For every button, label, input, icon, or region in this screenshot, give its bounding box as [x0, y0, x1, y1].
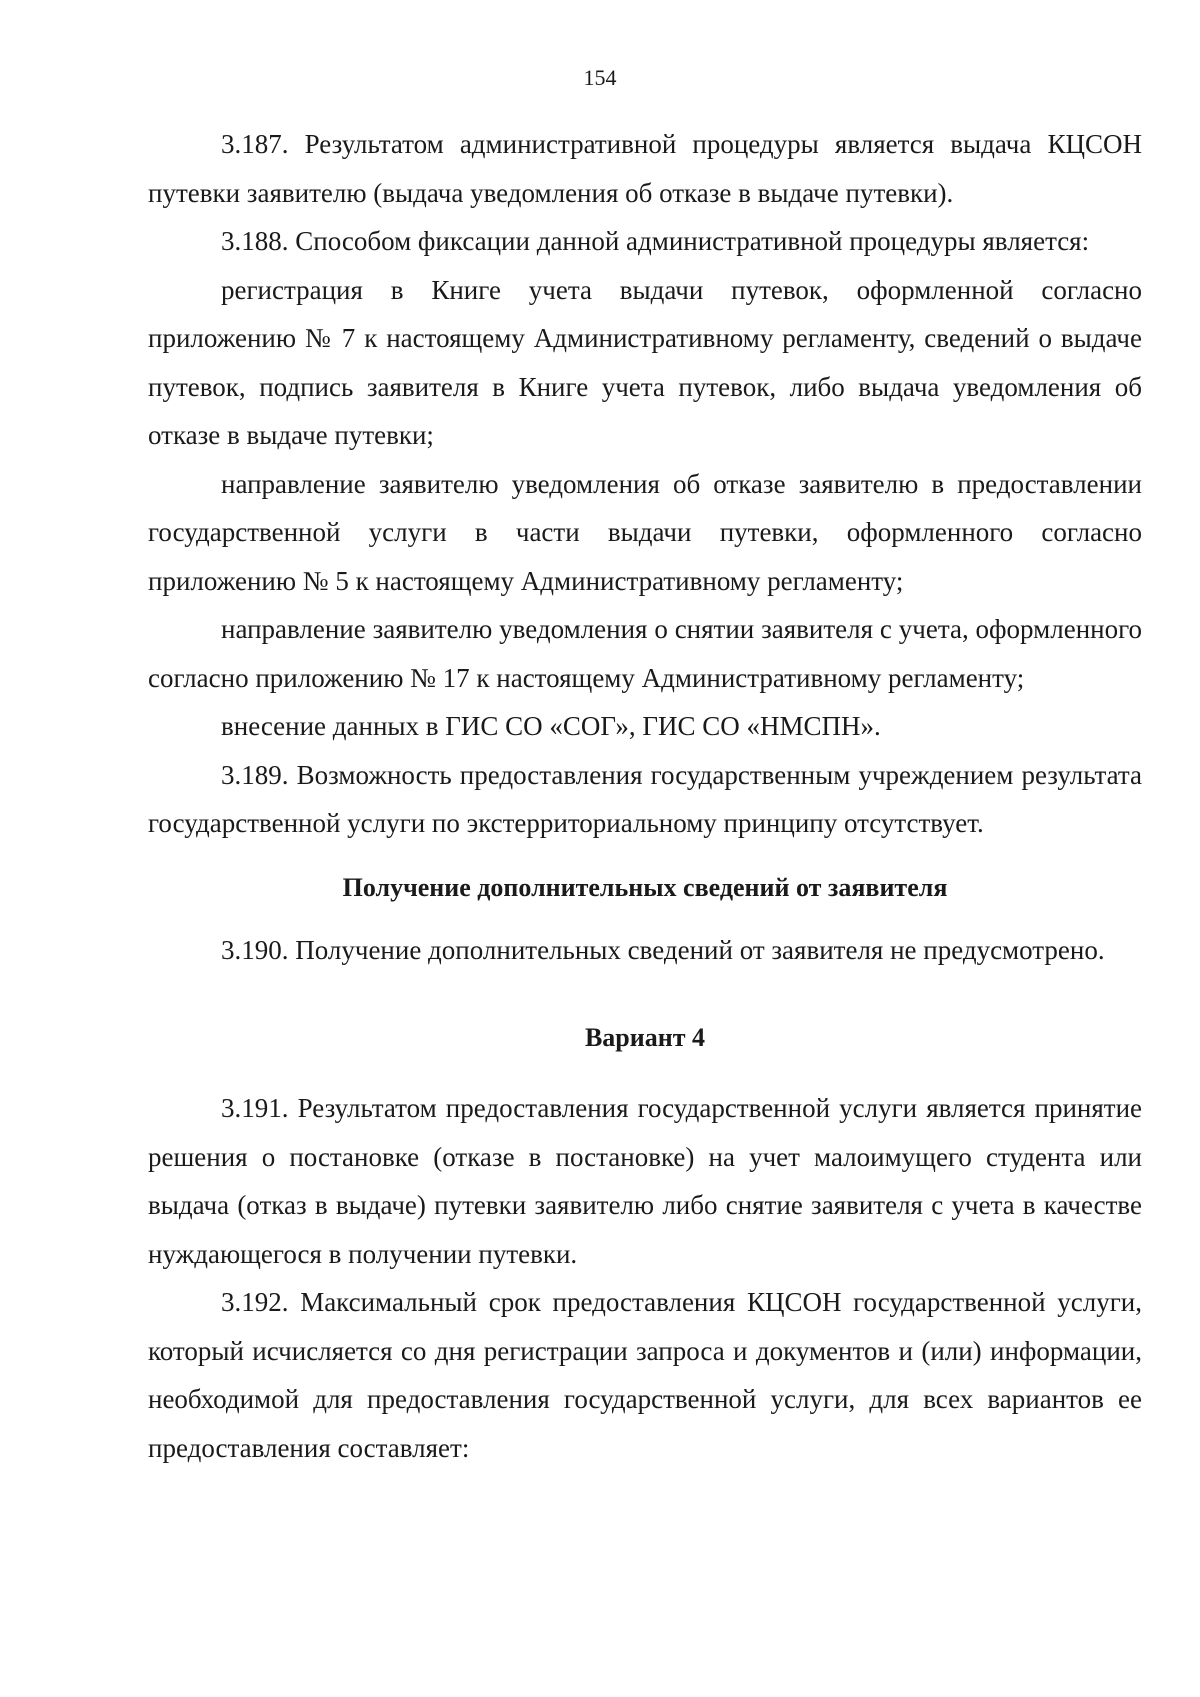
section-heading-variant-4: Вариант 4: [584, 1023, 706, 1052]
paragraph-3-188: 3.188. Способом фиксации данной административной процедуры является:: [221, 226, 1090, 256]
paragraph-3-191: 3.191. Результатом предоставления государственной услуги является принятие решения о постановке (отказе в постановке) на учет малоимущего студента или выдача (отказ в выдаче) путевки заявителю либо снятие заявителя с учета в качестве нуждающегося в получении путевки.: [148, 1093, 1142, 1269]
paragraph-refusal-notice: направление заявителю уведомления об отказе заявителю в предоставлении государственной услуги в части выдачи путевки, оформленного согласно приложению № 5 к настоящему Административному регламенту;: [148, 468, 1142, 596]
paragraph-registration: регистрация в Книге учета выдачи путевок, оформленной согласно приложению № 7 к настоящему Административному регламенту, сведений о выдаче путевок, подпись заявителя в Книге учета путевок, либо выдача уведомления об отказе в выдаче путевки;: [148, 274, 1142, 450]
page-number: 154: [583, 65, 617, 90]
paragraph-3-190: 3.190. Получение дополнительных сведений от заявителя не предусмотрено.: [221, 934, 1105, 965]
paragraph-deregistration-notice: направление заявителю уведомления о снятии заявителя с учета, оформленного согласно приложению № 17 к настоящему Административному регламенту;: [148, 614, 1142, 693]
paragraph-gis-entry: внесение данных в ГИС СО «СОГ», ГИС СО «НМСПН».: [221, 711, 881, 741]
paragraph-3-192: 3.192. Максимальный срок предоставления КЦСОН государственной услуги, который исчисляется со дня регистрации запроса и документов и (или) информации, необходимой для предоставления государственной услуги, для всех вариантов ее предоставления составляет:: [148, 1287, 1142, 1463]
section-heading-additional-info: Получение дополнительных сведений от заявителя: [342, 872, 948, 902]
paragraph-3-187: 3.187. Результатом административной процедуры является выдача КЦСОН путевки заявителю (выдача уведомления об отказе в выдаче путевки).: [148, 129, 1142, 208]
paragraph-3-189: 3.189. Возможность предоставления государственным учреждением результата государственной услуги по экстерриториальному принципу отсутствует.: [148, 759, 1142, 838]
document-body: [148, 120, 1142, 1472]
